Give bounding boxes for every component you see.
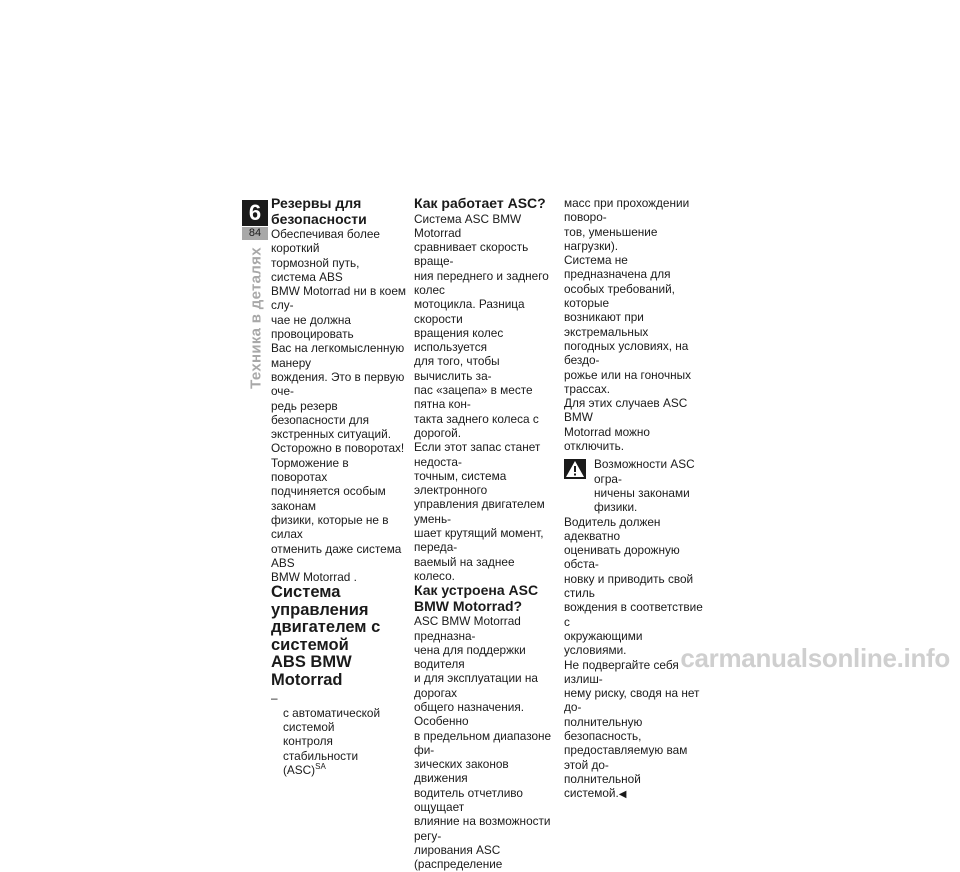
page-number: 84: [242, 227, 268, 240]
paragraph-asc-design: ASC BMW Motorrad предназна- чена для поддержки водителя и для эксплуатации на дорогах общего назначения. Особенно в предельном диапазоне фи- зических законов движения водитель отчетливо ощущает влияние на возможности регу- лирования ASC (распределение: [414, 614, 552, 872]
section-end-icon: ◀: [618, 789, 627, 801]
warning-block: [564, 457, 704, 802]
warning-text-first: Возможности ASC огра- ничены законами физики.: [594, 457, 695, 515]
column-2: [414, 196, 554, 872]
chapter-side-title: Техника в деталях: [247, 247, 265, 389]
section-heading-asc-design: Как устроена ASC BMW Motorrad?: [414, 582, 539, 614]
paragraph-how-asc-works: Система ASC BMW Motorrad сравнивает скорость враще- ния переднего и заднего колес мотоцикла. Разница скорости вращения колес используется для того, чтобы вычислить за- пас «зацепа» в месте пятна кон- такта заднего колеса с дорогой. Если этот запас станет недоста- точным, система электронного управления двигателем умень- шает крутящий момент, переда- ваемый на заднее колесо.: [414, 211, 549, 583]
paragraph-continued: масс при прохождении поворо- тов, уменьшение нагрузки). Система не предназначена для особых требований, которые возникают при экстремальных погодных условиях, на бездо- рожье или на гоночных трассах. Для этих случаев ASC BMW Motorrad можно отключить.: [564, 196, 692, 454]
list-item-superscript: SA: [315, 761, 326, 771]
column-3: [564, 196, 704, 802]
list-dash: –: [271, 691, 278, 706]
list-item-text: с автоматической системой контроля стабильности (ASC): [283, 705, 381, 777]
column-1: [271, 196, 407, 777]
chapter-tab: [242, 200, 268, 240]
chapter-number: 6: [242, 200, 268, 226]
paragraph-safety-reserves: Обеспечивая более короткий тормозной путь, система ABS BMW Motorrad ни в коем слу- чае не должна провоцировать Вас на легкомысленную манеру вождения. Это в первую оче- редь резерв безопасности для экстренных ситуаций. Осторожно в поворотах! Торможение в поворотах подчиняется особым законам физики, которые не в силах отменить даже система ABS BMW Motorrad .: [271, 227, 407, 585]
list-item-asc: [271, 691, 407, 777]
section-heading-safety-reserves: Резервы для безопасности: [271, 195, 367, 227]
section-heading-how-asc-works: Как работает ASC?: [414, 195, 546, 211]
watermark: carmanualsonline.info: [680, 643, 950, 673]
warning-text-body: Водитель должен адекватно оценивать дорожную обста- новку и приводить свой стиль вождения в соответствие с окружающими условиями. Не подвергайте себя излиш- нему риску, сводя на нет до- полнительную безопасность, предоставляемую вам этой до- полнительной системой.: [564, 514, 703, 801]
warning-triangle-icon: [564, 459, 586, 479]
section-heading-engine-management: Система управления двигателем с системой ABS BMW Motorrad: [271, 583, 381, 689]
